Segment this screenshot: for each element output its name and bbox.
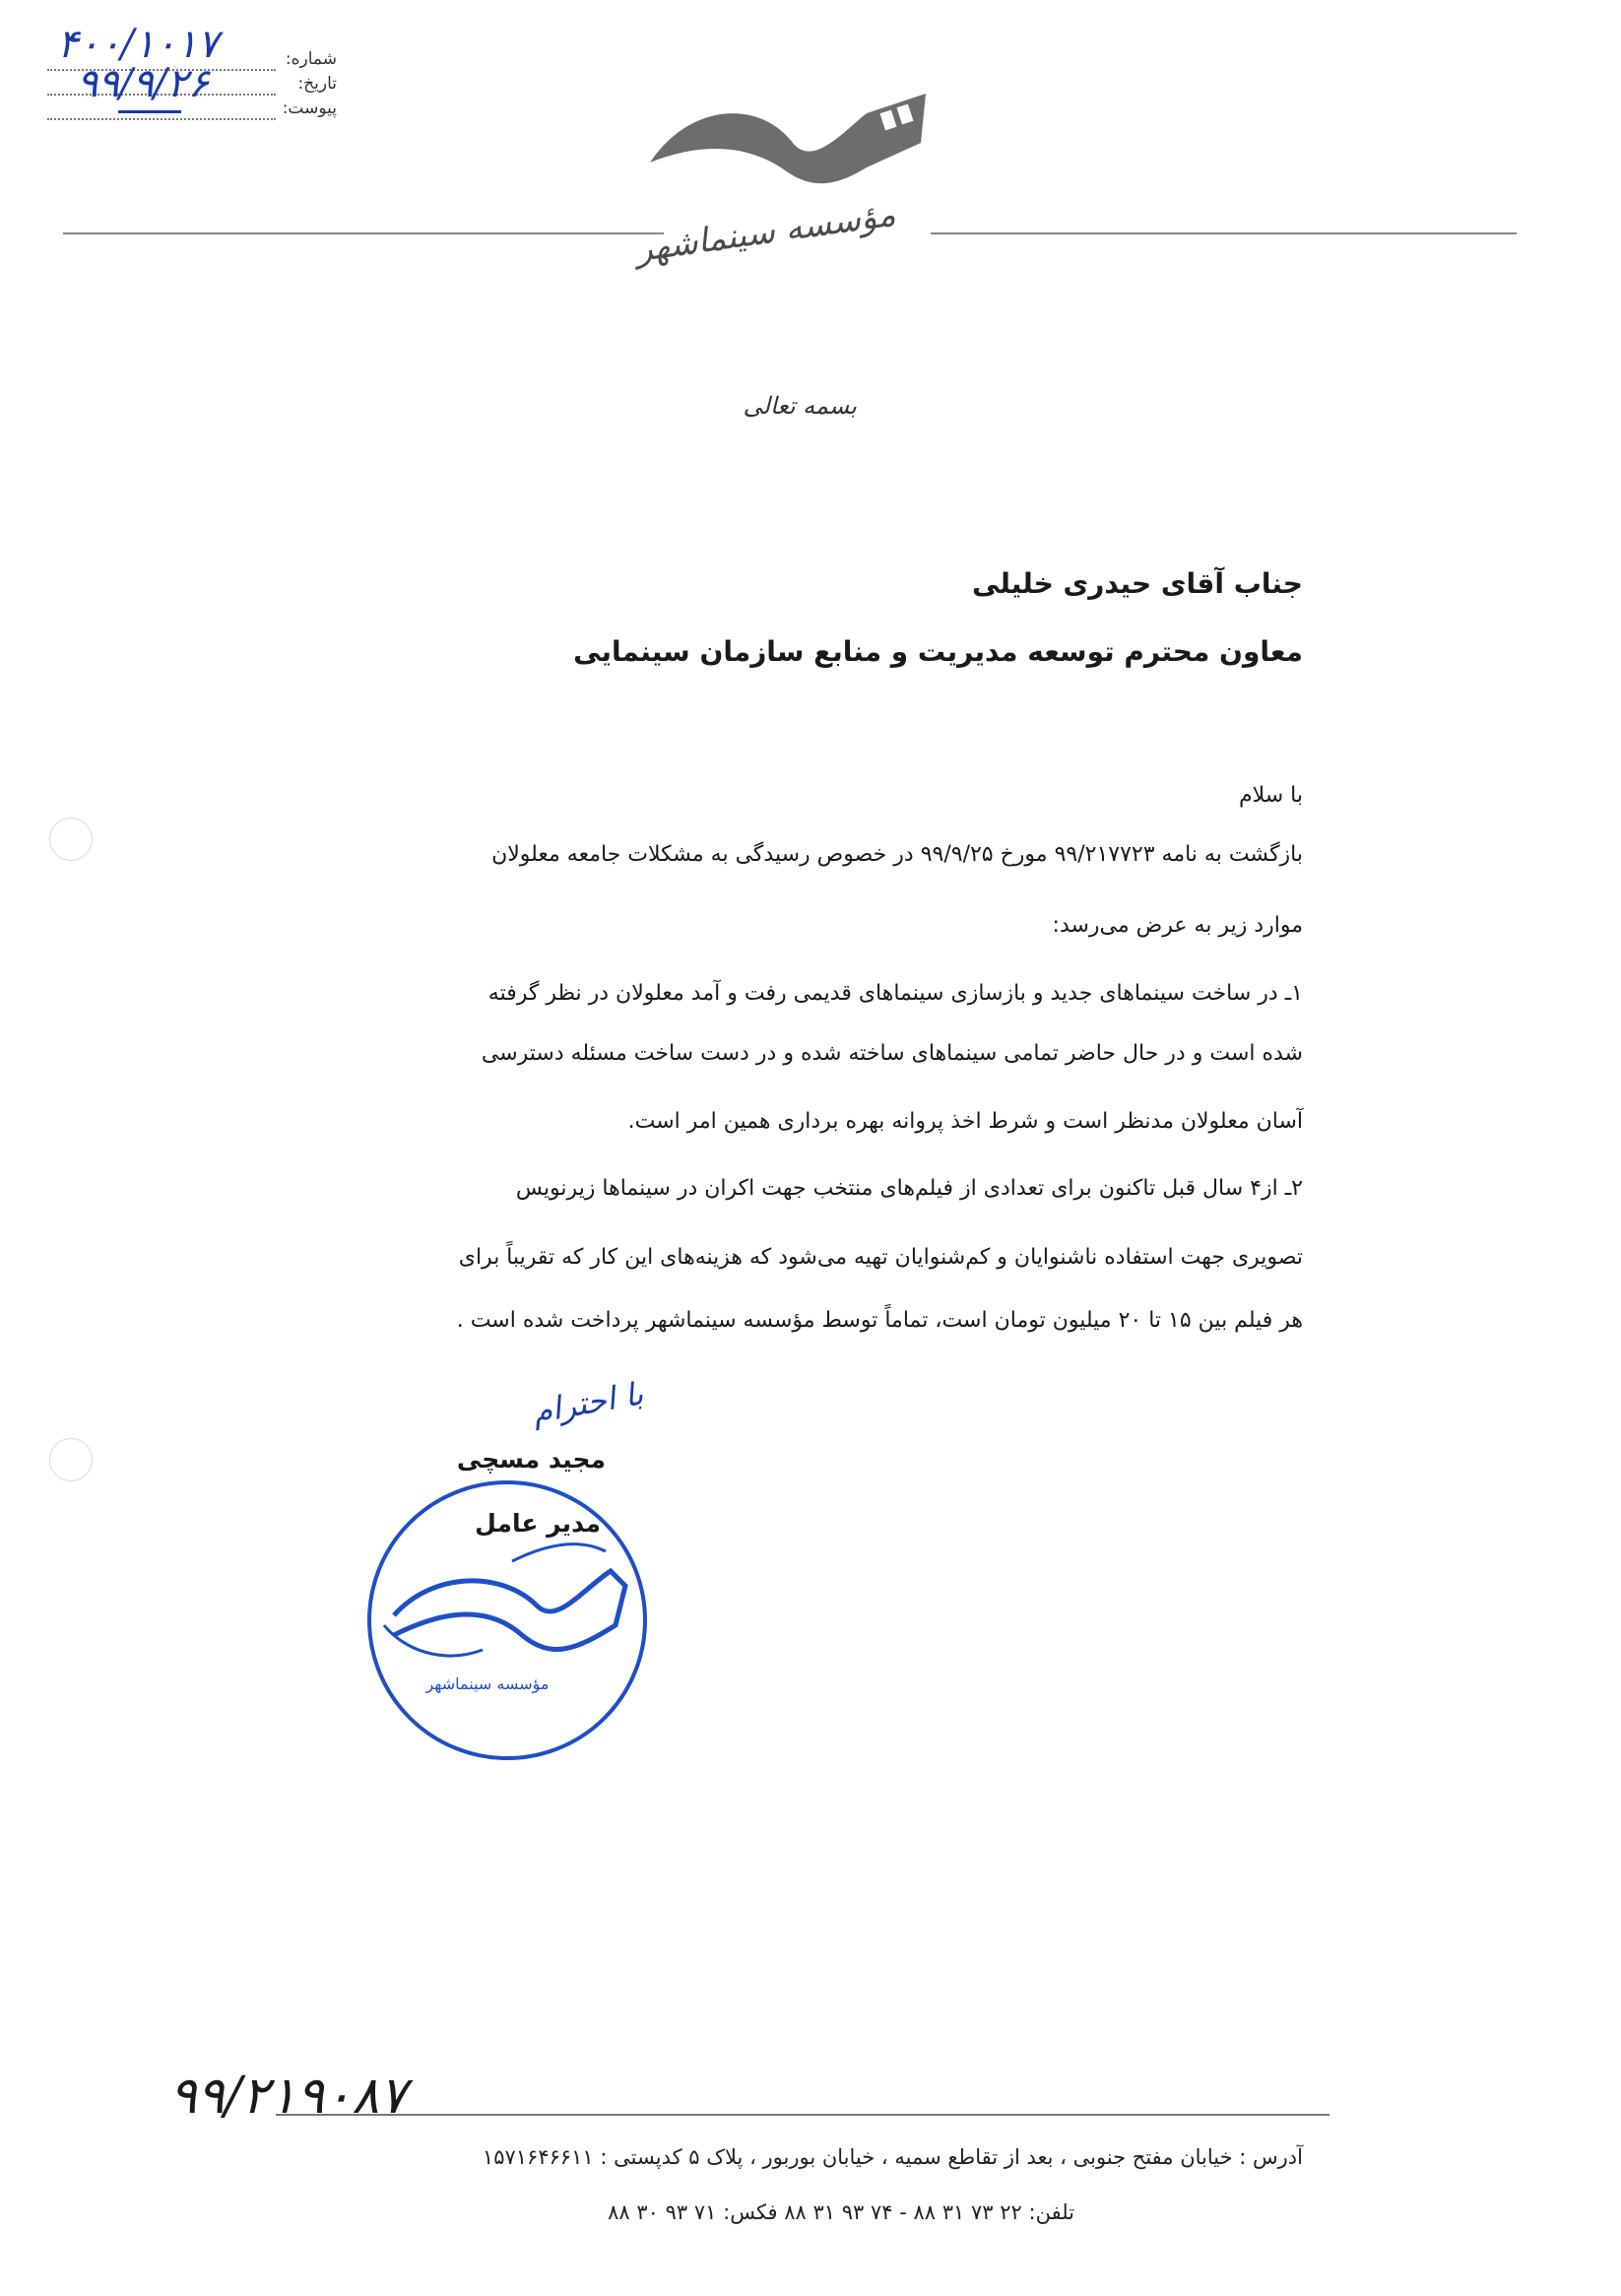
punch-hole-top (49, 818, 93, 861)
header-rule-right (931, 232, 1517, 234)
footer-phones: تلفن: ۲۲ ۷۳ ۳۱ ۸۸ - ۷۴ ۹۳ ۳۱ ۸۸ فکس: ۷۱ ۹۳ ۳۰ ۸۸ (608, 2200, 1074, 2224)
basmala: بسمه تعالی (743, 392, 857, 420)
body-line-3: ۱ـ در ساخت سینماهای جدید و بازسازی سینماهای قدیمی رفت و آمد معلولان در نظر گرفته (487, 981, 1303, 1006)
handwritten-signature: با احترام (529, 1374, 646, 1431)
footer-address: آدرس : خیابان مفتح جنوبی ، بعد از تقاطع سمیه ، خیابان بوربور ، پلاک ۵ کدپستی : ۱۵۷۱۶۴۶۶۱۱ (482, 2145, 1303, 2169)
date-label: تاریخ: (297, 74, 337, 94)
cinema-shahr-logo (630, 74, 955, 212)
punch-hole-bottom (49, 1438, 93, 1481)
body-line-5: آسان معلولان مدنظر است و شرط اخذ پروانه بهره برداری همین امر است. (627, 1109, 1303, 1134)
letter-number-handwritten: ۴۰۰/۱۰۱۷ (57, 22, 219, 67)
attachment-label: پیوست: (282, 98, 337, 118)
greeting: با سلام (1238, 783, 1303, 808)
signer-role: مدیر عامل (475, 1509, 601, 1538)
body-line-6: ۲ـ از۴ سال قبل تاکنون برای تعدادی از فیلم‌های منتخب جهت اکران در سینماها زیرنویس (515, 1176, 1303, 1201)
signer-name: مجید مسچی (456, 1445, 606, 1474)
registration-number-handwritten: ۹۹/۲۱۹۰۸۷ (169, 2066, 407, 2126)
header-rule-left (63, 232, 664, 234)
logo-caption: مؤسسه سینماشهر (633, 194, 898, 271)
body-line-7: تصویری جهت استفاده ناشنوایان و کم‌شنوایان تهیه می‌شود که هزینه‌های این کار که تقریباً برای (458, 1245, 1303, 1270)
date-underline (118, 110, 181, 113)
letter-date-handwritten: ۹۹/۹/۲۶ (77, 61, 210, 106)
recipient-name: جناب آقای حیدری خلیلی (972, 567, 1303, 600)
recipient-title: معاون محترم توسعه مدیریت و منابع سازمان سینمایی (573, 635, 1303, 668)
footer-rule (276, 2114, 1329, 2116)
body-line-4: شده است و در حال حاضر تمامی سینماهای ساخته شده و در دست ساخت مسئله دسترسی (481, 1041, 1303, 1066)
body-line-8: هر فیلم بین ۱۵ تا ۲۰ میلیون تومان است، تماماً توسط مؤسسه سینماشهر پرداخت شده است . (456, 1308, 1303, 1333)
number-label: شماره: (285, 49, 337, 69)
body-line-1: بازگشت به نامه ۹۹/۲۱۷۷۲۳ مورخ ۹۹/۹/۲۵ در خصوص رسیدگی به مشکلات جامعه معلولان (491, 842, 1303, 867)
attachment-dotted-line (47, 118, 276, 120)
stamp-caption: مؤسسه سینماشهر (425, 1674, 550, 1693)
body-line-2: موارد زیر به عرض می‌رسد: (1052, 913, 1303, 938)
